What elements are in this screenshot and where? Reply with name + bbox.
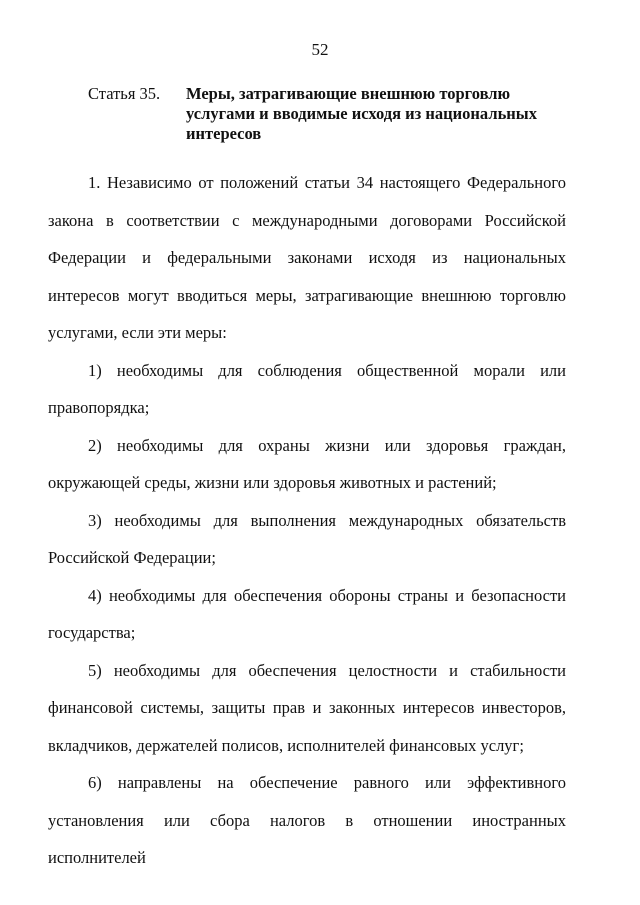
article-title: Меры, затрагивающие внешнюю торговлю услугами и вводимые исходя из национальных интересов (186, 84, 537, 143)
list-item-1: 1) необходимы для соблюдения общественной морали или правопорядка; (48, 360, 566, 417)
article-label: Статья 35. (88, 84, 161, 103)
list-item-5: 5) необходимы для обеспечения целостности и стабильности финансовой системы, защиты прав и законных интересов инвесторов, вкладчиков, держателей полисов, исполнителей финансовых услуг; (48, 660, 566, 755)
list-item-6: 6) направлены на обеспечение равного или эффективного установления или сбора налогов в отношении иностранных исполнителей (48, 773, 566, 867)
article-body (48, 164, 566, 877)
paragraph-1: 1. Независимо от положений статьи 34 настоящего Федерального закона в соответствии с международными договорами Российской Федерации и федеральными законами исходя из национальных интересов могут вводиться меры, затрагивающие внешнюю торговлю услугами, если эти меры: (48, 173, 566, 342)
page-number: 52 (311, 40, 329, 59)
list-item-3: 3) необходимы для выполнения международных обязательств Российской Федерации; (48, 510, 566, 567)
list-item-4: 4) необходимы для обеспечения обороны страны и безопасности государства; (48, 585, 566, 642)
article-heading (88, 84, 568, 144)
list-item-2: 2) необходимы для охраны жизни или здоровья граждан, окружающей среды, жизни или здоровья животных и растений; (48, 435, 566, 492)
